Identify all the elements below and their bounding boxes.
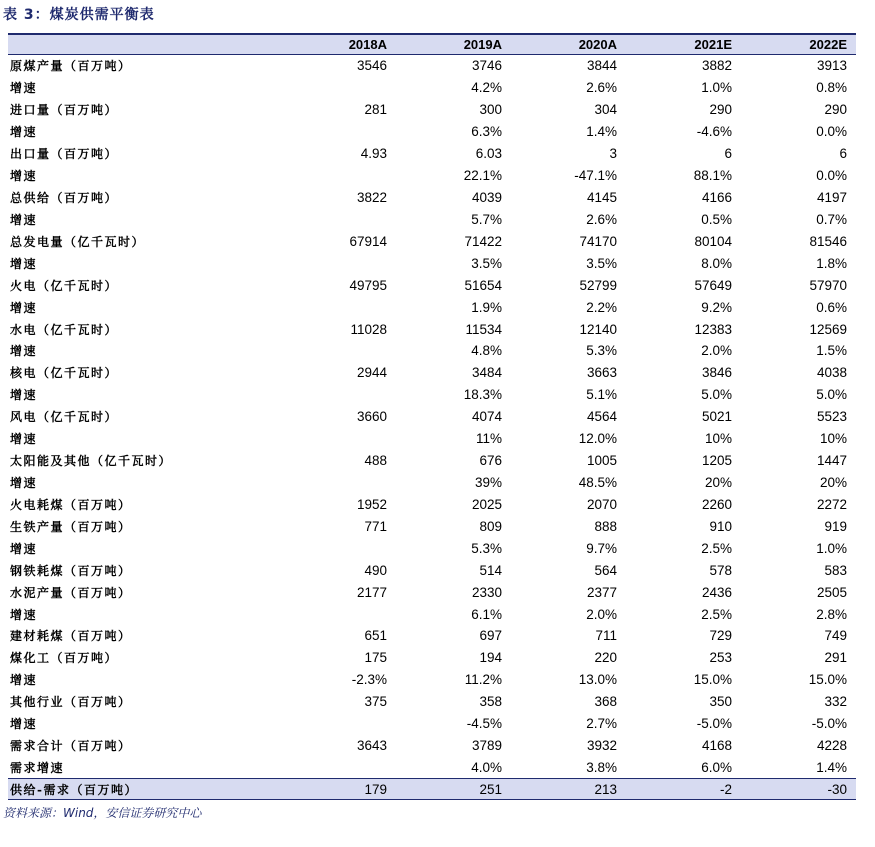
table-cell: 358 bbox=[479, 694, 502, 710]
table-cell: 3882 bbox=[701, 58, 732, 74]
table-row bbox=[8, 99, 856, 121]
table-cell: 0.8% bbox=[816, 80, 847, 96]
row-label: 增速 bbox=[10, 607, 38, 622]
table-cell: 5021 bbox=[701, 409, 732, 425]
table-cell: 81546 bbox=[809, 233, 847, 249]
table-cell: 2505 bbox=[816, 584, 847, 600]
table-cell: -2 bbox=[719, 781, 732, 797]
table-cell: 2272 bbox=[816, 496, 847, 512]
table-cell: 15.0% bbox=[808, 672, 847, 688]
table-row bbox=[8, 274, 856, 296]
table-cell: 20% bbox=[819, 474, 847, 490]
table-cell: 749 bbox=[824, 628, 847, 644]
table-row bbox=[8, 472, 856, 494]
table-cell: 1952 bbox=[356, 496, 387, 512]
table-cell: 490 bbox=[364, 562, 387, 578]
table-cell: 9.7% bbox=[586, 540, 617, 556]
table-body bbox=[8, 55, 856, 800]
table-cell: 4074 bbox=[471, 409, 502, 425]
table-cell: 0.0% bbox=[816, 168, 847, 184]
table-cell: 3663 bbox=[586, 365, 617, 381]
table-cell: 2.6% bbox=[586, 80, 617, 96]
table-row bbox=[8, 625, 856, 647]
table-cell: 4564 bbox=[586, 409, 617, 425]
table-cell: 57970 bbox=[809, 277, 847, 293]
table-row bbox=[8, 77, 856, 99]
table-row bbox=[8, 581, 856, 603]
table-cell: 2944 bbox=[356, 365, 387, 381]
row-label: 增速 bbox=[10, 673, 38, 688]
table-cell: 2070 bbox=[586, 496, 617, 512]
table-cell: 5.7% bbox=[471, 211, 502, 227]
row-label: 增速 bbox=[10, 125, 38, 140]
row-label: 建材耗煤（百万吨） bbox=[10, 629, 132, 644]
table-cell: 49795 bbox=[349, 277, 387, 293]
table-cell: 3643 bbox=[356, 738, 387, 754]
table-cell: 290 bbox=[824, 102, 847, 118]
table-cell: 4.0% bbox=[471, 759, 502, 775]
table-cell: 39% bbox=[474, 474, 502, 490]
table-cell: 0.5% bbox=[701, 211, 732, 227]
table-row bbox=[8, 384, 856, 406]
row-label: 增速 bbox=[10, 432, 38, 447]
table-cell: 4197 bbox=[816, 189, 847, 205]
table-cell: 4.2% bbox=[471, 80, 502, 96]
row-label: 钢铁耗煤（百万吨） bbox=[10, 563, 132, 578]
table-cell: 175 bbox=[364, 650, 387, 666]
table-cell: 3 bbox=[609, 146, 617, 162]
row-label: 火电（亿千瓦时） bbox=[10, 278, 119, 293]
table-cell: 375 bbox=[364, 694, 387, 710]
table-cell: 4.8% bbox=[471, 343, 502, 359]
table-cell: 5.1% bbox=[586, 387, 617, 403]
table-cell: 220 bbox=[594, 650, 617, 666]
table-cell: 52799 bbox=[579, 277, 617, 293]
table-cell: 4145 bbox=[586, 189, 617, 205]
table-cell: 281 bbox=[364, 102, 387, 118]
table-cell: 290 bbox=[709, 102, 732, 118]
row-label: 水泥产量（百万吨） bbox=[10, 585, 132, 600]
table-cell: 6.0% bbox=[701, 759, 732, 775]
table-cell: 18.3% bbox=[463, 387, 502, 403]
table-cell: 1.8% bbox=[816, 255, 847, 271]
table-cell: 12569 bbox=[809, 321, 847, 337]
table-cell: 2.2% bbox=[586, 299, 617, 315]
table-cell: -47.1% bbox=[574, 168, 617, 184]
table-cell: 20% bbox=[704, 474, 732, 490]
table-cell: 6 bbox=[839, 146, 847, 162]
table-cell: 3846 bbox=[701, 365, 732, 381]
table-cell: 651 bbox=[364, 628, 387, 644]
table-cell: 1.4% bbox=[816, 759, 847, 775]
table-cell: 583 bbox=[824, 562, 847, 578]
table-row bbox=[8, 55, 856, 77]
table-cell: 213 bbox=[594, 781, 617, 797]
header-cell: 2022E bbox=[809, 37, 847, 52]
table-cell: 6.1% bbox=[471, 606, 502, 622]
row-label: 增速 bbox=[10, 81, 38, 96]
table-cell: 910 bbox=[709, 518, 732, 534]
row-label: 出口量（百万吨） bbox=[10, 147, 119, 162]
table-cell: 4168 bbox=[701, 738, 732, 754]
table-cell: -30 bbox=[827, 781, 847, 797]
row-label: 其他行业（百万吨） bbox=[10, 695, 132, 710]
table-cell: 676 bbox=[479, 453, 502, 469]
table-cell: 2436 bbox=[701, 584, 732, 600]
table-cell: 809 bbox=[479, 518, 502, 534]
header-cell: 2020A bbox=[578, 37, 617, 52]
table-cell: 2260 bbox=[701, 496, 732, 512]
table-row bbox=[8, 428, 856, 450]
table-cell: 4166 bbox=[701, 189, 732, 205]
table-cell: 80104 bbox=[694, 233, 732, 249]
table-row bbox=[8, 362, 856, 384]
row-label: 增速 bbox=[10, 169, 38, 184]
row-label: 太阳能及其他（亿千瓦时） bbox=[10, 454, 173, 469]
table-row bbox=[8, 603, 856, 625]
table-row bbox=[8, 778, 856, 800]
row-label: 核电（亿千瓦时） bbox=[10, 366, 119, 381]
table-cell: -4.6% bbox=[696, 124, 732, 140]
table-row bbox=[8, 318, 856, 340]
table-cell: 5.0% bbox=[701, 387, 732, 403]
table-cell: 3822 bbox=[356, 189, 387, 205]
table-row bbox=[8, 187, 856, 209]
table-cell: 11.2% bbox=[464, 672, 502, 688]
table-row bbox=[8, 493, 856, 515]
table-cell: 729 bbox=[709, 628, 732, 644]
table-cell: 9.2% bbox=[701, 299, 732, 315]
table-cell: 12140 bbox=[579, 321, 617, 337]
table-cell: 11% bbox=[475, 431, 502, 447]
row-label: 增速 bbox=[10, 212, 38, 227]
table-cell: -5.0% bbox=[696, 716, 732, 732]
table-cell: 12.0% bbox=[578, 431, 617, 447]
table-cell: 3484 bbox=[471, 365, 502, 381]
table-cell: 2.0% bbox=[586, 606, 617, 622]
table-cell: 251 bbox=[479, 781, 502, 797]
table-cell: 57649 bbox=[694, 277, 732, 293]
table-cell: 71422 bbox=[464, 233, 502, 249]
table-cell: 1.9% bbox=[471, 299, 502, 315]
row-label: 总发电量（亿千瓦时） bbox=[10, 234, 146, 249]
table-cell: 5.3% bbox=[471, 540, 502, 556]
table-cell: 4.93 bbox=[360, 146, 387, 162]
table-cell: 1.0% bbox=[816, 540, 847, 556]
table-cell: 1.0% bbox=[701, 80, 732, 96]
table-cell: 2330 bbox=[471, 584, 502, 600]
table-cell: 10% bbox=[819, 431, 847, 447]
table-cell: 179 bbox=[364, 781, 387, 797]
table-cell: 194 bbox=[479, 650, 502, 666]
table-cell: 2.5% bbox=[701, 540, 732, 556]
table-cell: 10% bbox=[704, 431, 732, 447]
table-cell: 3660 bbox=[356, 409, 387, 425]
table-row bbox=[8, 647, 856, 669]
table-cell: 2177 bbox=[356, 584, 387, 600]
table-cell: 2377 bbox=[586, 584, 617, 600]
row-label: 增速 bbox=[10, 475, 38, 490]
table-cell: 771 bbox=[364, 518, 387, 534]
table-cell: 8.0% bbox=[701, 255, 732, 271]
row-label: 需求合计（百万吨） bbox=[10, 739, 132, 754]
table-cell: 564 bbox=[594, 562, 617, 578]
table-cell: 291 bbox=[824, 650, 847, 666]
table-cell: 5.0% bbox=[816, 387, 847, 403]
row-label: 风电（亿千瓦时） bbox=[10, 410, 119, 425]
table-row bbox=[8, 230, 856, 252]
header-cell: 2021E bbox=[694, 37, 732, 52]
header-cell: 2019A bbox=[463, 37, 502, 52]
table-row bbox=[8, 165, 856, 187]
table-cell: 2.6% bbox=[586, 211, 617, 227]
row-label: 增速 bbox=[10, 344, 38, 359]
table-cell: 48.5% bbox=[578, 474, 617, 490]
table-cell: 74170 bbox=[579, 233, 617, 249]
table-cell: 11028 bbox=[350, 321, 387, 337]
table-cell: 697 bbox=[479, 628, 502, 644]
table-cell: 3844 bbox=[586, 58, 617, 74]
table-row bbox=[8, 713, 856, 735]
table-cell: -2.3% bbox=[351, 672, 387, 688]
row-label: 原煤产量（百万吨） bbox=[10, 59, 132, 74]
table-row bbox=[8, 450, 856, 472]
table-row bbox=[8, 252, 856, 274]
table-cell: 0.6% bbox=[816, 299, 847, 315]
table-cell: 2.8% bbox=[816, 606, 847, 622]
row-label: 总供给（百万吨） bbox=[10, 190, 119, 205]
table-row bbox=[8, 340, 856, 362]
table-cell: 919 bbox=[824, 518, 847, 534]
table-cell: 1447 bbox=[816, 453, 847, 469]
row-label: 火电耗煤（百万吨） bbox=[10, 497, 132, 512]
table-cell: 711 bbox=[595, 628, 617, 644]
balance-table bbox=[8, 33, 856, 800]
table-header bbox=[8, 33, 856, 55]
row-label: 生铁产量（百万吨） bbox=[10, 519, 132, 534]
row-label: 增速 bbox=[10, 717, 38, 732]
table-cell: 514 bbox=[479, 562, 502, 578]
row-label: 进口量（百万吨） bbox=[10, 103, 119, 118]
table-cell: -5.0% bbox=[811, 716, 847, 732]
table-cell: 3.5% bbox=[471, 255, 502, 271]
table-cell: 15.0% bbox=[693, 672, 732, 688]
table-cell: -4.5% bbox=[466, 716, 502, 732]
table-cell: 22.1% bbox=[463, 168, 502, 184]
table-cell: 88.1% bbox=[693, 168, 732, 184]
table-cell: 1205 bbox=[701, 453, 732, 469]
table-cell: 2.0% bbox=[701, 343, 732, 359]
table-cell: 4039 bbox=[471, 189, 502, 205]
table-cell: 6 bbox=[724, 146, 732, 162]
table-cell: 4038 bbox=[816, 365, 847, 381]
table-cell: 67914 bbox=[349, 233, 387, 249]
table-cell: 368 bbox=[594, 694, 617, 710]
row-label: 煤化工（百万吨） bbox=[10, 651, 119, 666]
row-label: 需求增速 bbox=[10, 760, 65, 775]
table-row bbox=[8, 208, 856, 230]
table-row bbox=[8, 757, 856, 779]
table-cell: 3746 bbox=[471, 58, 502, 74]
table-cell: 253 bbox=[709, 650, 732, 666]
table-cell: 3.5% bbox=[586, 255, 617, 271]
header-cell: 2018A bbox=[348, 37, 387, 52]
table-row bbox=[8, 669, 856, 691]
table-cell: 6.03 bbox=[475, 146, 502, 162]
table-cell: 2.5% bbox=[701, 606, 732, 622]
table-cell: 1005 bbox=[586, 453, 617, 469]
table-cell: 3789 bbox=[471, 738, 502, 754]
table-row bbox=[8, 296, 856, 318]
table-cell: 888 bbox=[594, 518, 617, 534]
table-row bbox=[8, 537, 856, 559]
table-cell: 2.7% bbox=[586, 716, 617, 732]
table-row bbox=[8, 143, 856, 165]
table-cell: 3932 bbox=[586, 738, 617, 754]
table-cell: 3913 bbox=[816, 58, 847, 74]
table-title: 表 3：煤炭供需平衡表 bbox=[3, 7, 155, 23]
table-row bbox=[8, 735, 856, 757]
table-cell: 0.7% bbox=[816, 211, 847, 227]
table-cell: 304 bbox=[594, 102, 617, 118]
table-cell: 1.4% bbox=[586, 124, 617, 140]
table-cell: 0.0% bbox=[816, 124, 847, 140]
table-cell: 3.8% bbox=[586, 759, 617, 775]
table-cell: 6.3% bbox=[471, 124, 502, 140]
table-cell: 51654 bbox=[464, 277, 502, 293]
table-cell: 5.3% bbox=[586, 343, 617, 359]
row-label: 增速 bbox=[10, 256, 38, 271]
table-cell: 2025 bbox=[471, 496, 502, 512]
table-cell: 578 bbox=[709, 562, 732, 578]
table-row bbox=[8, 691, 856, 713]
source-note: 资料来源：Wind，安信证券研究中心 bbox=[3, 806, 202, 820]
table-row bbox=[8, 121, 856, 143]
table-cell: 11534 bbox=[465, 321, 502, 337]
table-row bbox=[8, 515, 856, 537]
table-cell: 12383 bbox=[694, 321, 732, 337]
table-cell: 488 bbox=[364, 453, 387, 469]
table-cell: 350 bbox=[709, 694, 732, 710]
table-cell: 1.5% bbox=[816, 343, 847, 359]
table-cell: 3546 bbox=[356, 58, 387, 74]
row-label: 增速 bbox=[10, 541, 38, 556]
table-cell: 300 bbox=[479, 102, 502, 118]
table-cell: 5523 bbox=[816, 409, 847, 425]
row-label: 增速 bbox=[10, 388, 38, 403]
table-row bbox=[8, 406, 856, 428]
row-label: 增速 bbox=[10, 300, 38, 315]
row-label: 供给-需求（百万吨） bbox=[10, 782, 138, 797]
row-label: 水电（亿千瓦时） bbox=[10, 322, 119, 337]
table-cell: 13.0% bbox=[578, 672, 617, 688]
table-row bbox=[8, 559, 856, 581]
table-cell: 4228 bbox=[816, 738, 847, 754]
table-cell: 332 bbox=[824, 694, 847, 710]
